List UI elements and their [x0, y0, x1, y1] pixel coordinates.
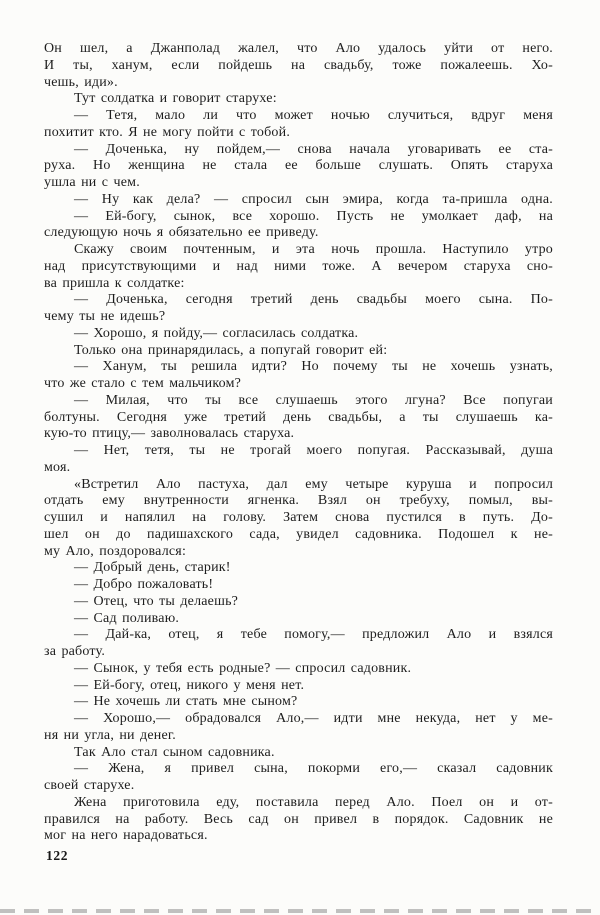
text-line: своей старухе. — [44, 778, 135, 793]
scan-edge-artifact — [0, 909, 600, 913]
text-line: Тут солдатка и говорит старухе: — [74, 91, 277, 107]
text-line: — Добро пожаловать! — [74, 577, 214, 592]
text-line: Скажу своим почтенным, и эта ночь прошла. Наступило утро — [74, 242, 553, 257]
text-line: — Доченька, сегодня третий день свадьбы моего сына. По- — [74, 292, 553, 308]
text-line: чешь, иди». — [44, 74, 118, 90]
text-line: ушла ни с чем. — [44, 175, 140, 190]
text-line: — Дай-ка, отец, я тебе помогу,— предложил Ало и взялся — [74, 627, 553, 643]
page-number: 122 — [46, 848, 69, 863]
text-line: Он шел, а Джанполад жалел, что Ало удалось уйти от него. — [44, 41, 553, 56]
text-line: — Ханум, ты решила идти? Но почему ты не хочешь узнать, — [74, 359, 553, 375]
text-line: — Ей-богу, отец, никого у меня нет. — [74, 677, 305, 693]
text-line: — Добрый день, старик! — [74, 560, 231, 576]
text-line: — Хорошо, я пойду,— согласилась солдатка. — [74, 325, 359, 341]
text-line: моя. — [44, 459, 71, 475]
text-line: отдать ему внутренности ягненка. Взял он требуху, помыл, вы- — [44, 493, 553, 509]
text-line: за работу. — [44, 644, 106, 659]
text-line: — Ну как дела? — спросил сын эмира, когда та-пришла одна. — [74, 191, 553, 207]
text-line: Только она принарядилась, а попугай говорит ей: — [74, 342, 388, 358]
text-line: над присутствующими и над ними тоже. А вечером старуха сно- — [44, 258, 553, 274]
text-line: — Милая, что ты все слушаешь этого лгуна? Все попугаи — [74, 392, 553, 408]
text-line: — Нет, тетя, ты не трогай моего попугая. Рассказывай, душа — [74, 443, 553, 458]
text-line: — Ей-богу, сынок, все хорошо. Пусть не умолкает даф, на — [74, 208, 553, 224]
page-text — [44, 41, 553, 845]
text-line: что же стало с тем мальчиком? — [44, 376, 242, 391]
text-line: — Тетя, мало ли что может ночью случиться, вдруг меня — [74, 108, 553, 123]
text-line: сушил и напялил на голову. Затем снова пустился в путь. До- — [44, 510, 553, 525]
text-line: — Жена, я привел сына, покорми его,— сказал садовник — [74, 761, 553, 777]
text-line: шел он до падишахского сада, увидел садовника. Подошел к не- — [44, 526, 553, 542]
text-line: Жена приготовила еду, поставила перед Ало. Поел он и от- — [74, 794, 553, 810]
text-line: му Ало, поздоровался: — [44, 543, 187, 559]
text-line: — Хорошо,— обрадовался Ало,— идти мне некуда, нет у ме- — [74, 711, 553, 726]
text-line: чему ты не идешь? — [44, 309, 166, 324]
text-line: — Сад поливаю. — [74, 610, 180, 626]
text-line: руха. Но женщина не стала ее больше слушать. Опять старуха — [44, 158, 553, 174]
text-line: мог на него нарадоваться. — [44, 828, 208, 844]
text-line: ня ни угла, ни денег. — [44, 727, 176, 743]
text-line: Так Ало стал сыном садовника. — [74, 744, 275, 760]
text-line: — Доченька, ну пойдем,— снова начала уговаривать ее ста- — [74, 141, 553, 157]
text-line: — Сынок, у тебя есть родные? — спросил садовник. — [74, 660, 412, 676]
text-line: правился на работу. Весь сад он привел в порядок. Садовник не — [44, 811, 553, 827]
text-line: И ты, ханум, если пойдешь на свадьбу, тоже пожалеешь. Хо- — [44, 57, 553, 73]
text-line: кую-то птицу,— заволновалась старуха. — [44, 426, 295, 442]
text-line: ва пришла к солдатке: — [44, 275, 185, 291]
text-line: «Встретил Ало пастуха, дал ему четыре куруша и попросил — [74, 476, 553, 492]
text-line: следующую ночь я обязательно ее приведу. — [44, 225, 319, 241]
text-line: — Отец, что ты делаешь? — [74, 593, 239, 609]
text-line: похитит кто. Я не могу пойти с тобой. — [44, 124, 291, 140]
text-line: — Не хочешь ли стать мне сыном? — [74, 694, 298, 710]
text-line: болтуны. Сегодня уже третий день свадьбы, а ты слушаешь ка- — [44, 409, 553, 425]
